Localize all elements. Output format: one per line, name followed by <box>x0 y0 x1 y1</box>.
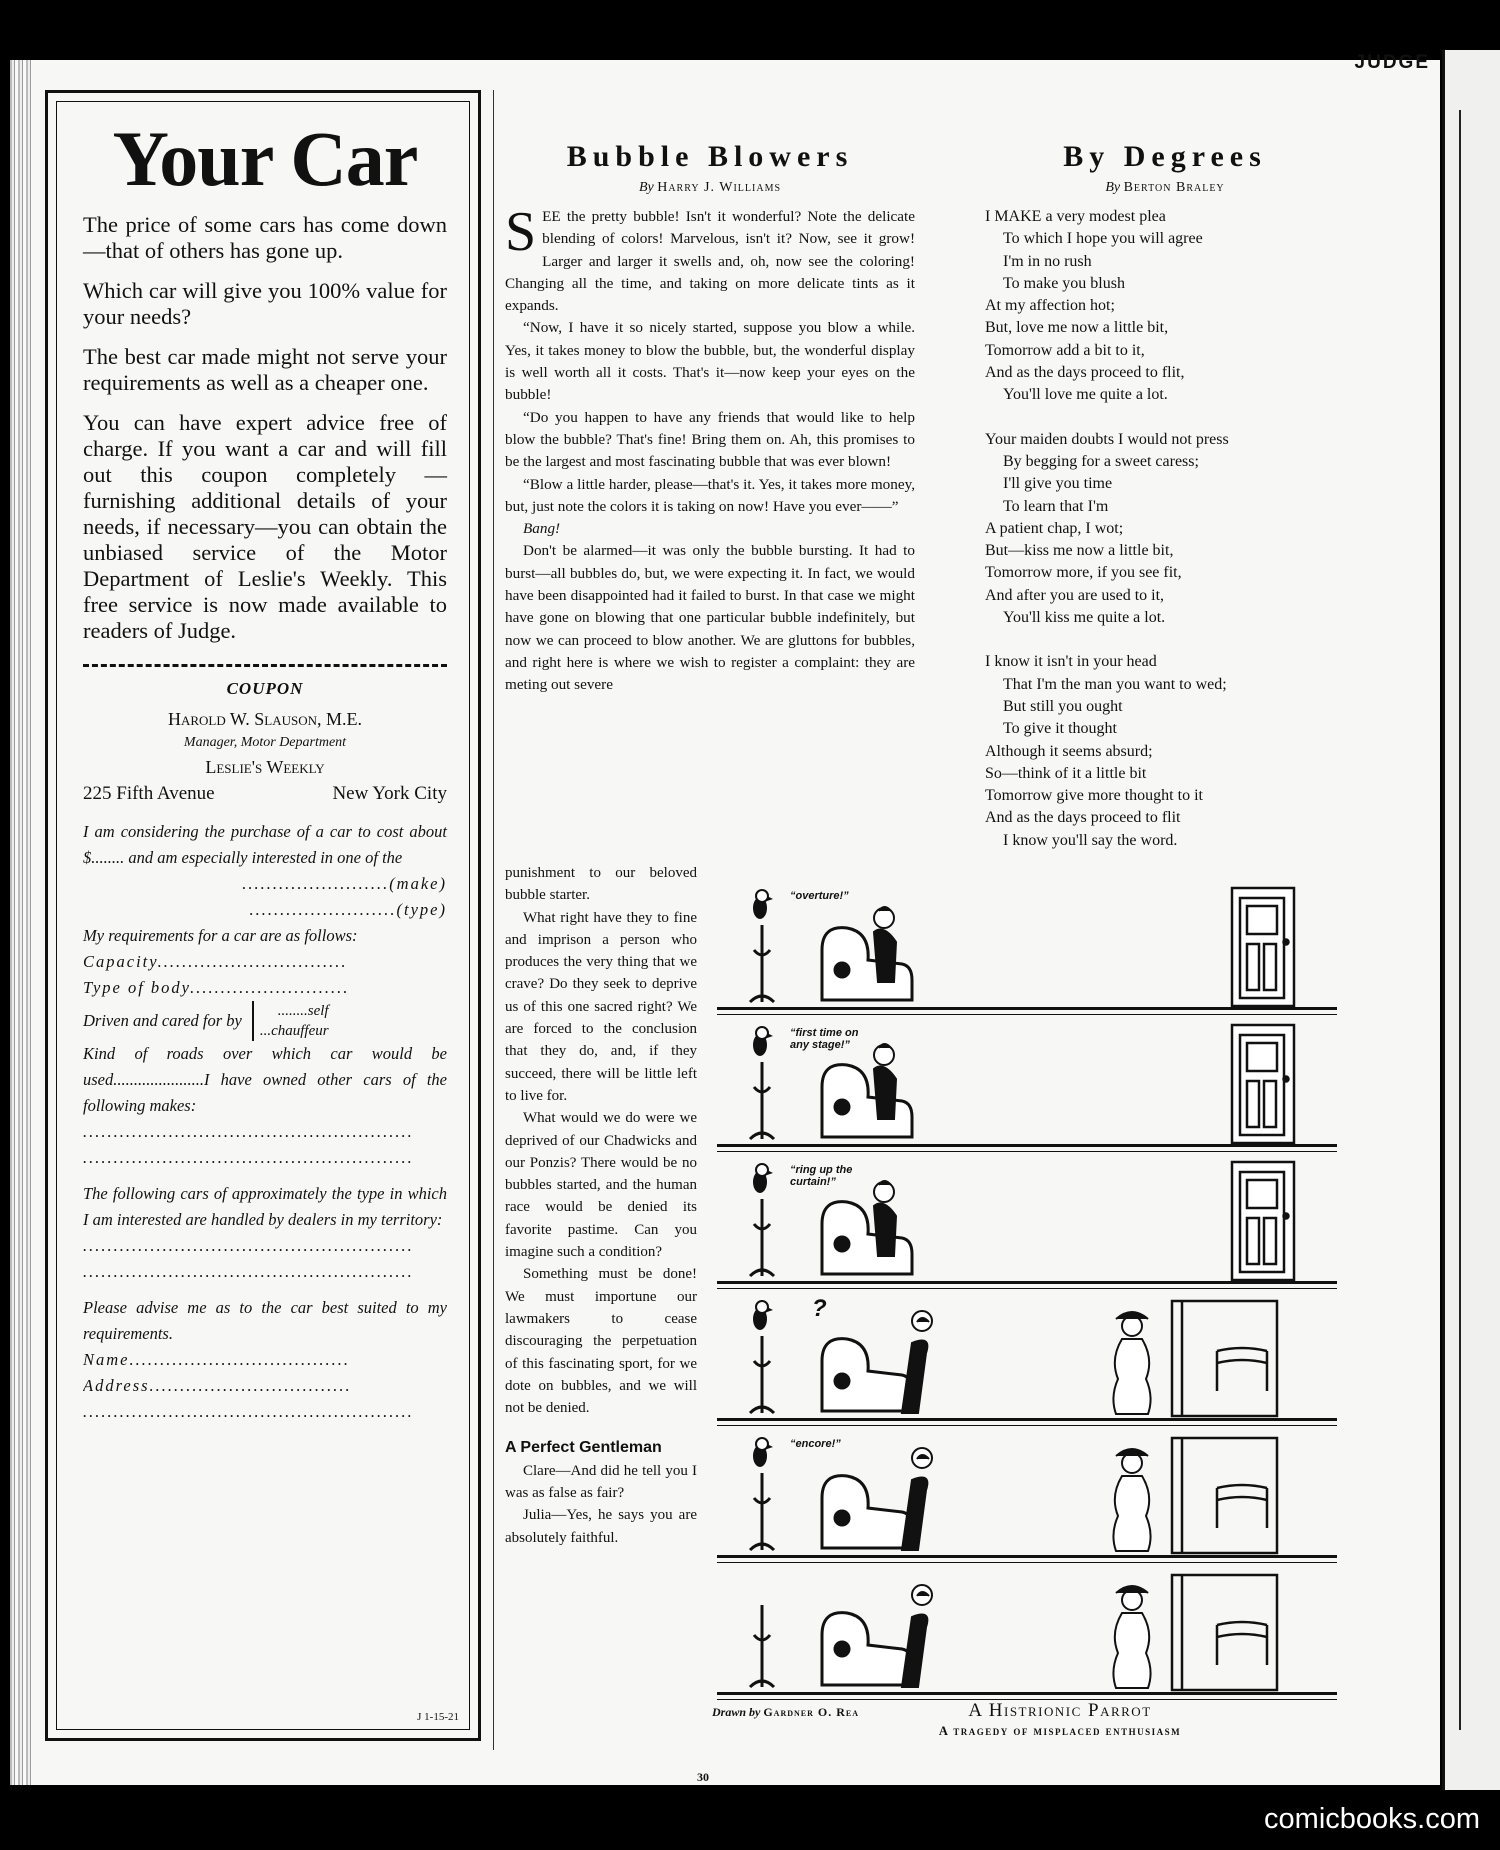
poem-line: So—think of it a little bit <box>985 764 1147 782</box>
article-paragraph: Something must be done! We must importune our lawmakers to cease discouraging the perpetuation of this fascinating sport, for we dote on bubbles, and we will not be denied. <box>505 1266 697 1417</box>
article-paragraph: What would we do were we deprived of our Chadwicks and our Ponzis? There would be no bubbles started, and the human race would be denied its favorite pastime. Can you imagine such a condition? <box>505 1110 697 1261</box>
coupon-requirements-label: My requirements for a car are as follows: <box>83 926 358 945</box>
stage-floor <box>717 1692 1337 1700</box>
page-number: 30 <box>697 1770 709 1784</box>
ad-paragraph: The price of some cars has come down—that of others has gone up. <box>83 212 447 263</box>
histrionic-parrot-comic <box>712 880 1342 1740</box>
bubble-blowers-continued <box>505 862 697 1549</box>
armchair-icon <box>822 1202 912 1274</box>
masthead: JUDGE <box>1354 52 1430 73</box>
poem-line: Although it seems absurd; <box>985 742 1153 760</box>
poem-line: I'll give you time <box>1003 475 1113 493</box>
coupon-address-field[interactable]: Address................................. <box>83 1376 352 1395</box>
coupon-dealers-label: The following cars of approximately the type in which I am interested are handled by dealers in my territory: <box>83 1184 447 1229</box>
parrot-icon <box>753 1027 773 1056</box>
coupon-city: New York City <box>332 783 447 804</box>
man-figure <box>902 1448 932 1550</box>
door-icon <box>1232 1025 1294 1143</box>
armchair-icon <box>822 928 912 1000</box>
door-icon <box>1232 1162 1294 1280</box>
poem-title: By Degrees <box>1063 140 1267 173</box>
poem-line: I MAKE a very modest plea <box>985 208 1166 225</box>
coupon-blank-line[interactable]: ...................................................... <box>83 1122 414 1141</box>
coupon-title: COUPON <box>226 679 304 698</box>
armchair-icon <box>822 1339 912 1411</box>
speech-text: “encore!” <box>790 1438 841 1450</box>
parrot-perch <box>750 1473 774 1550</box>
article-paragraph: “Blow a little harder, please—that's it. Yes, it takes more money, but, just note the colors it is taking on now! Have you ever——” <box>505 475 915 515</box>
poem-line: I'm in no rush <box>1003 252 1092 270</box>
car-advertisement <box>45 90 481 1741</box>
parrot-perch <box>750 1605 774 1687</box>
coupon-cut-line <box>83 664 447 667</box>
comic-panel <box>712 1565 1337 1700</box>
poem-line: And after you are used to it, <box>985 586 1165 604</box>
article-paragraph: What right have they to fine and imprison a person who produces the very thing that we crave? Do they seek to deprive us of this one sacred right? We are forced to the conclusion that they do, and, if they succeed, there will be little left to live for. <box>505 909 697 1104</box>
coupon-driven-label: Driven and cared for by <box>83 1011 242 1030</box>
comic-panel <box>712 1017 1337 1152</box>
man-figure <box>874 907 896 982</box>
parrot-icon <box>753 1301 773 1330</box>
poem-line: To which I hope you will agree <box>1003 230 1203 248</box>
parrot-perch <box>750 925 774 1002</box>
poem-line: But—kiss me now a little bit, <box>985 542 1174 560</box>
parrot-icon <box>753 1164 773 1193</box>
column-rule <box>493 90 494 1750</box>
poem-line: That I'm the man you want to wed; <box>1003 675 1227 693</box>
speech-text: “first time on any stage!” <box>790 1027 859 1051</box>
speech-text: “ring up the curtain!” <box>790 1164 853 1188</box>
coupon-code: J 1-15-21 <box>417 1711 459 1723</box>
drop-cap: S <box>505 201 537 263</box>
coupon-make-field[interactable]: ........................(make) <box>242 874 447 893</box>
comic-panel-drawing <box>712 1565 1337 1700</box>
doorway <box>1172 1438 1277 1553</box>
coupon-blank-line[interactable]: ...................................................... <box>83 1402 414 1421</box>
ad-paragraph: Which car will give you 100% value for your needs? <box>83 278 447 329</box>
comic-panel-drawing <box>712 1291 1337 1426</box>
coupon-chauffeur-option[interactable]: ...chauffeur <box>259 1023 329 1039</box>
woman-figure <box>1113 1312 1150 1414</box>
coupon-blank-line[interactable]: ...................................................... <box>83 1236 414 1255</box>
poem-line: You'll love me quite a lot. <box>1003 386 1168 404</box>
poem-body <box>985 206 1345 852</box>
poem-line: At my affection hot; <box>985 297 1115 315</box>
stage-floor <box>717 1007 1337 1015</box>
parrot-perch <box>750 1336 774 1413</box>
ad-paragraph: You can have expert advice free of charge. If you want a car and will fill out this coupon completely — furnishing additional details of your needs, if necessary—you can obtain the unbiased service of the Motor Department of Leslie's Weekly. This free service is now made available to readers of Judge. <box>83 410 447 643</box>
comic-panel <box>712 1154 1337 1289</box>
coupon-name: Harold W. Slauson, M.E. <box>167 709 363 729</box>
poem-line: But still you ought <box>1003 697 1123 715</box>
poem-line: Your maiden doubts I would not press <box>985 430 1229 448</box>
doorway <box>1172 1301 1277 1416</box>
speech-text: ? <box>812 1295 827 1322</box>
man-figure <box>902 1311 932 1413</box>
comic-credit: Drawn by Gardner O. Rea <box>712 1705 860 1719</box>
poem-line: Tomorrow more, if you see fit, <box>985 564 1182 582</box>
poem-line: Tomorrow give more thought to it <box>985 787 1203 805</box>
by-degrees-poem <box>985 140 1345 852</box>
joke-title: A Perfect Gentleman <box>505 1439 662 1457</box>
parrot-icon <box>753 1438 773 1467</box>
parrot-icon <box>753 890 773 919</box>
poem-line: To make you blush <box>1003 274 1125 292</box>
coupon-price-field[interactable]: I am considering the purchase of a car to cost about $........ and am especially interested in one of the <box>83 822 447 867</box>
joke-line: Clare—And did he tell you I was as false as fair? <box>505 1462 697 1502</box>
coupon-advise-label: Please advise me as to the car best suited to my requirements. <box>83 1298 447 1343</box>
woman-figure <box>1113 1449 1150 1551</box>
ad-headline: Your Car <box>112 115 418 202</box>
poem-line: To give it thought <box>1003 720 1117 738</box>
facing-page-edge <box>1442 50 1500 1790</box>
parrot-perch <box>750 1062 774 1139</box>
poem-line: But, love me now a little bit, <box>985 319 1169 337</box>
coupon-name-field[interactable]: Name.................................... <box>83 1350 350 1369</box>
poem-line: You'll kiss me quite a lot. <box>1003 609 1166 627</box>
article-paragraph: Bang! <box>523 520 561 538</box>
coupon-street: 225 Fifth Avenue <box>83 783 215 804</box>
article-paragraph: punishment to our beloved bubble starter. <box>505 865 697 904</box>
comic-panel <box>712 880 1337 1015</box>
poem-line: To learn that I'm <box>1003 497 1109 515</box>
poem-line: Tomorrow add a bit to it, <box>985 341 1145 359</box>
armchair-icon <box>822 1613 912 1685</box>
stage-floor <box>717 1418 1337 1426</box>
coupon-blank-line[interactable]: ...................................................... <box>83 1148 414 1167</box>
poem-line: A patient chap, I wot; <box>985 519 1124 537</box>
man-figure <box>902 1585 932 1687</box>
page-spine <box>10 60 32 1785</box>
comic-title: A Histrionic Parrot <box>968 1700 1152 1721</box>
comic-panel <box>712 1291 1337 1426</box>
armchair-icon <box>822 1476 912 1548</box>
article-paragraph: “Now, I have it so nicely started, suppose you blow a while. Yes, it takes money to blow the bubble, but, the wonderful display is well worth all it costs. That's it—now keep your eyes on the bubble! <box>505 319 915 404</box>
article-paragraph: “Do you happen to have any friends that would like to help blow the bubble? That's fine! Bring them on. Ah, this promises to be the largest and most fascinating bubble that was ever blown! <box>505 408 915 471</box>
man-figure <box>874 1181 896 1256</box>
parrot-perch <box>750 1199 774 1276</box>
article-paragraph: Don't be alarmed—it was only the bubble bursting. It had to burst—all bubbles do, but, we were expecting it. In fact, we would have been disappointed had it failed to burst. In that case we might have gone on blowing that one particular bubble indefinitely, but now we can proceed to blow another. We are gluttons for bubbles, and right here is where we wish to register a complaint: they are meting out severe <box>505 542 915 694</box>
armchair-icon <box>822 1065 912 1137</box>
coupon-roads-field[interactable]: Kind of roads over which car would be used......................I have owned other cars of the following makes: <box>83 1044 447 1115</box>
speech-text: “overture!” <box>790 890 849 902</box>
coupon-body-field[interactable]: Type of body.......................... <box>83 978 350 997</box>
stage-floor <box>717 1555 1337 1563</box>
door-icon <box>1232 888 1294 1006</box>
coupon-type-field[interactable]: ........................(type) <box>249 900 447 919</box>
article-title: Bubble Blowers <box>566 140 854 173</box>
bubble-blowers-article <box>505 140 915 697</box>
article-byline: By Harry J. Williams <box>638 180 782 195</box>
comic-subtitle: A tragedy of misplaced enthusiasm <box>938 1724 1182 1738</box>
ad-paragraph: The best car made might not serve your requirements as well as a cheaper one. <box>83 344 447 395</box>
coupon-role: Manager, Motor Department <box>183 735 347 750</box>
coupon-self-option[interactable]: ........self <box>277 1003 329 1019</box>
coupon-blank-line[interactable]: ...................................................... <box>83 1262 414 1281</box>
article-paragraph: SEE the pretty bubble! Isn't it wonderful? Note the delicate blending of colors! Marvelous, isn't it? Now, see it grow! Larger and larger it swells and, oh, now see the coloring! Changing all the time, and taking on more delicate tints as it expands. <box>505 201 915 315</box>
man-figure <box>874 1044 896 1119</box>
joke-line: Julia—Yes, he says you are absolutely faithful. <box>505 1507 697 1546</box>
coupon-org: Leslie's Weekly <box>205 757 325 777</box>
comic-panel <box>712 1428 1337 1563</box>
stage-floor <box>717 1281 1337 1289</box>
poem-line: And as the days proceed to flit, <box>985 364 1185 382</box>
comic-caption <box>880 1700 1240 1739</box>
woman-figure <box>1113 1586 1150 1688</box>
poem-line: I know it isn't in your head <box>985 653 1157 671</box>
poem-line: And as the days proceed to flit <box>985 809 1181 827</box>
watermark: comicbooks.com <box>1264 1803 1480 1835</box>
stage-floor <box>717 1144 1337 1152</box>
poem-byline: By Berton Braley <box>1105 180 1225 195</box>
coupon-capacity-field[interactable]: Capacity............................... <box>83 952 348 971</box>
poem-line: I know you'll say the word. <box>1003 831 1178 849</box>
doorway <box>1172 1575 1277 1690</box>
poem-line: By begging for a sweet caress; <box>1003 452 1199 470</box>
